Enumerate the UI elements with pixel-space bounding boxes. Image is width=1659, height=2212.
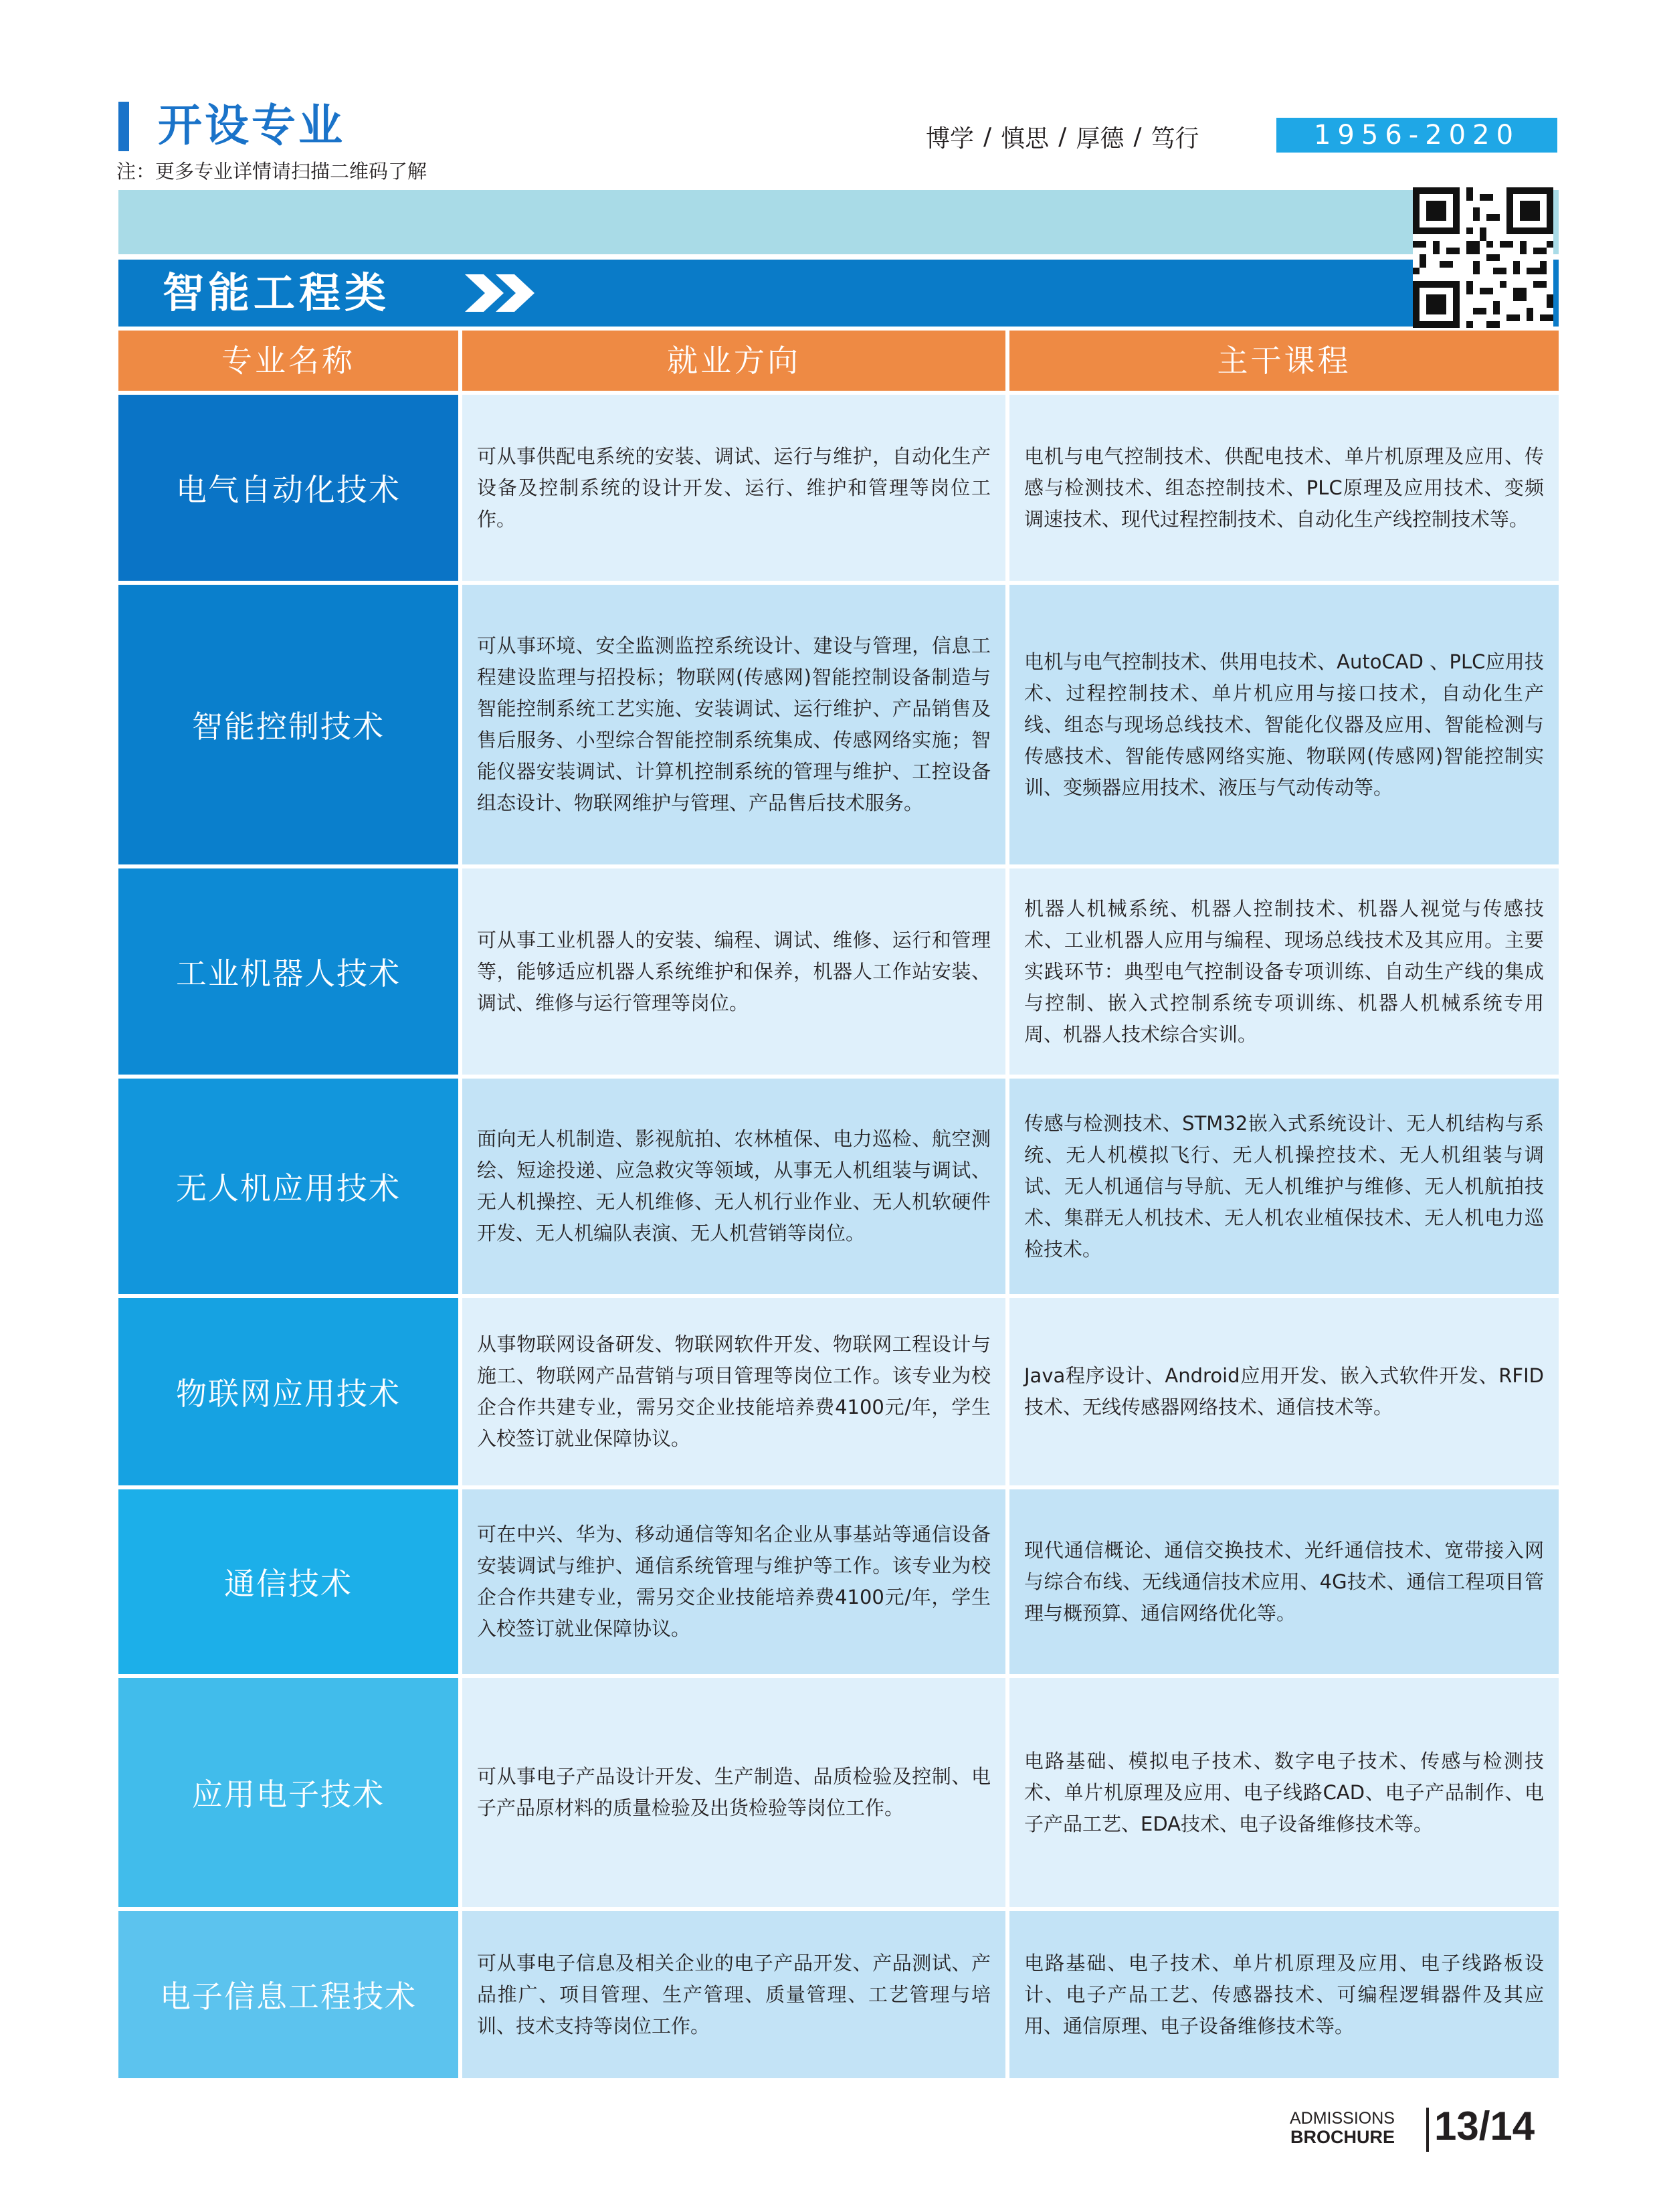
employment-text: 可从事环境、安全监测监控系统设计、建设与管理，信息工程建设监理与招投标；物联网(传感网)智能控制设备制造与智能控制系统工艺实施、安装调试、运行维护、产品销售及售后服务、小型综合智能控制系统集成、传感网络实施；智能仪器安装调试、计算机控制系统的管理与维护、工控设备组态设计、物联网维护与管理、产品售后技术服务。: [477, 634, 991, 814]
table-row: [118, 1911, 1559, 2078]
courses-text: 传感与检测技术、STM32嵌入式系统设计、无人机结构与系统、无人机模拟飞行、无人机操控技术、无人机组装与调试、无人机通信与导航、无人机维护与维修、无人机航拍技术、集群无人机技术、无人机农业植保技术、无人机电力巡检技术。: [1024, 1111, 1544, 1261]
courses-cell: [1009, 585, 1559, 864]
major-name: 智能控制技术: [118, 585, 458, 864]
major-name: 应用电子技术: [118, 1678, 458, 1907]
courses-cell: [1009, 395, 1559, 581]
major-name: 工业机器人技术: [118, 868, 458, 1075]
motto-word: 厚德: [1076, 124, 1125, 153]
table-row: [118, 868, 1559, 1075]
footer-divider: [1426, 2108, 1429, 2152]
table-row: [118, 1678, 1559, 1907]
employment-cell: [462, 868, 1005, 1075]
table-row: [118, 585, 1559, 864]
courses-cell: [1009, 1911, 1559, 2078]
courses-text: Java程序设计、Android应用开发、嵌入式软件开发、RFID技术、无线传感器网络技术、通信技术等。: [1024, 1364, 1544, 1418]
table-row: [118, 1079, 1559, 1294]
school-motto: [926, 118, 1199, 155]
motto-word: 慎思: [1001, 124, 1050, 153]
employment-cell: [462, 1911, 1005, 2078]
title-accent-bar: [118, 102, 129, 151]
employment-cell: [462, 1678, 1005, 1907]
table-row: [118, 395, 1559, 581]
employment-text: 面向无人机制造、影视航拍、农林植保、电力巡检、航空测绘、短途投递、应急救灾等领域，从事无人机组装与调试、无人机操控、无人机维修、无人机行业作业、无人机软硬件开发、无人机编队表演、无人机营销等岗位。: [477, 1127, 991, 1245]
courses-cell: [1009, 1298, 1559, 1485]
table-row: [118, 1298, 1559, 1485]
courses-cell: [1009, 868, 1559, 1075]
page-numbers: 13/14: [1434, 2104, 1535, 2148]
employment-text: 可从事工业机器人的安装、编程、调试、维修、运行和管理等，能够适应机器人系统维护和保养，机器人工作站安装、调试、维修与运行管理等岗位。: [477, 928, 991, 1014]
courses-text: 电机与电气控制技术、供用电技术、AutoCAD 、PLC应用技术、过程控制技术、单片机应用与接口技术，自动化生产线、组态与现场总线技术、智能化仪器及应用、智能检测与传感技术、智能传感网络实施、物联网(传感网)智能控制实训、变频器应用技术、液压与气动传动等。: [1024, 650, 1544, 799]
major-name: 物联网应用技术: [118, 1298, 458, 1485]
brochure-label: [1290, 2109, 1395, 2146]
employment-text: 从事物联网设备研发、物联网软件开发、物联网工程设计与施工、物联网产品营销与项目管理等岗位工作。该专业为校企合作共建专业，需另交企业技能培养费4100元/年，学生入校签订就业保障协议。: [477, 1333, 991, 1450]
courses-text: 电路基础、电子技术、单片机原理及应用、电子线路板设计、电子产品工艺、传感器技术、可编程逻辑器件及其应用、通信原理、电子设备维修技术等。: [1024, 1951, 1544, 2037]
header-employment: 就业方向: [462, 331, 1005, 391]
motto-word: 笃行: [1151, 124, 1199, 153]
employment-text: 可从事电子信息及相关企业的电子产品开发、产品测试、产品推广、项目管理、生产管理、质量管理、工艺管理与培训、技术支持等岗位工作。: [477, 1951, 991, 2037]
courses-cell: [1009, 1489, 1559, 1674]
qr-note: 注：更多专业详情请扫描二维码了解: [116, 160, 427, 183]
employment-text: 可在中兴、华为、移动通信等知名企业从事基站等通信设备安装调试与维护、通信系统管理与维护等工作。该专业为校企合作共建专业，需另交企业技能培养费4100元/年，学生入校签订就业保障协议。: [477, 1523, 991, 1640]
employment-cell: [462, 1489, 1005, 1674]
major-name: 电气自动化技术: [118, 395, 458, 581]
page-title: 开设专业: [158, 100, 345, 151]
employment-text: 可从事供配电系统的安装、调试、运行与维护，自动化生产设备及控制系统的设计开发、运行、维护和管理等岗位工作。: [477, 444, 991, 531]
motto-separator: /: [1058, 122, 1067, 151]
brochure-text: BROCHURE: [1290, 2127, 1395, 2147]
courses-text: 现代通信概论、通信交换技术、光纤通信技术、宽带接入网与综合布线、无线通信技术应用、4G技术、通信工程项目管理与概预算、通信网络优化等。: [1024, 1538, 1544, 1625]
courses-text: 电路基础、模拟电子技术、数字电子技术、传感与检测技术、单片机原理及应用、电子线路CAD、电子产品制作、电子产品工艺、EDA技术、电子设备维修技术等。: [1024, 1749, 1544, 1835]
employment-cell: [462, 585, 1005, 864]
banner-light-strip: [118, 190, 1559, 254]
qr-code-icon[interactable]: [1413, 187, 1553, 328]
employment-text: 可从事电子产品设计开发、生产制造、品质检验及控制、电子产品原材料的质量检验及出货检验等岗位工作。: [477, 1765, 991, 1819]
courses-text: 机器人机械系统、机器人控制技术、机器人视觉与传感技术、工业机器人应用与编程、现场总线技术及其应用。主要实践环节：典型电气控制设备专项训练、自动生产线的集成与控制、嵌入式控制系统专项训练、机器人机械系统专用周、机器人技术综合实训。: [1024, 897, 1544, 1046]
courses-cell: [1009, 1678, 1559, 1907]
employment-cell: [462, 1298, 1005, 1485]
table-row: [118, 1489, 1559, 1674]
table-header-row: [118, 331, 1559, 391]
major-name: 电子信息工程技术: [118, 1911, 458, 2078]
major-name: 无人机应用技术: [118, 1079, 458, 1294]
motto-separator: /: [1133, 122, 1142, 151]
employment-cell: [462, 395, 1005, 581]
major-name: 通信技术: [118, 1489, 458, 1674]
courses-text: 电机与电气控制技术、供配电技术、单片机原理及应用、传感与检测技术、组态控制技术、PLC原理及应用技术、变频调速技术、现代过程控制技术、自动化生产线控制技术等。: [1024, 444, 1544, 531]
motto-word: 博学: [926, 124, 975, 153]
courses-cell: [1009, 1079, 1559, 1294]
employment-cell: [462, 1079, 1005, 1294]
year-range-badge: 1956-2020: [1276, 118, 1557, 153]
category-title: 智能工程类: [163, 268, 391, 317]
double-chevron-right-icon: [465, 274, 552, 312]
admissions-text: ADMISSIONS: [1290, 2109, 1395, 2128]
header-courses: 主干课程: [1009, 331, 1559, 391]
category-banner: [118, 260, 1559, 327]
header-major-name: 专业名称: [118, 331, 458, 391]
majors-table: [118, 331, 1559, 2078]
motto-separator: /: [983, 122, 992, 151]
